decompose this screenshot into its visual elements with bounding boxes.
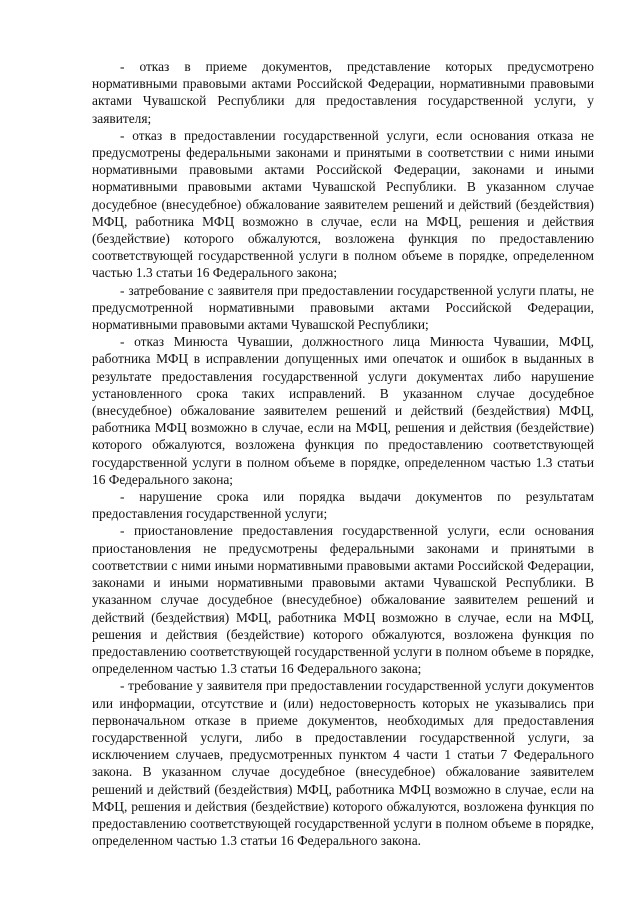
document-page: [92, 58, 594, 849]
paragraph-refusal-providing-service: - отказ в предоставлении государственной услуги, если основания отказа не предусмотрены федеральными законами и принятыми в соответствии с ними иными нормативными правовыми актами Российской Федерации, законами и иными нормативными правовыми актами Чувашской Республики. В указанном случае досудебное (внесудебное) обжалование заявителем решений и действий (бездействия) МФЦ, работника МФЦ возможно в случае, если на МФЦ, решения и действия (бездействие) которого обжалуются, возложена функция по предоставлению соответствующей государственной услуги в полном объеме в порядке, определенном частью 1.3 статьи 16 Федерального закона;: [92, 127, 594, 281]
paragraph-issuance-violation: - нарушение срока или порядка выдачи документов по результатам предоставления государственной услуги;: [92, 489, 594, 522]
paragraph-refusal-accepting-documents: - отказ в приеме документов, представление которых предусмотрено нормативными правовыми актами Российской Федерации, нормативными правовыми актами Чувашской Республики для предоставления государственной услуги, у заявителя;: [92, 59, 594, 126]
paragraph-refusal-correcting-errors: - отказ Минюста Чувашии, должностного лица Минюста Чувашии, МФЦ, работника МФЦ в исправлении допущенных ими опечаток и ошибок в выданных в результате предоставления государственной услуги документах либо нарушение установленного срока таких исправлений. В указанном случае досудебное (внесудебное) обжалование заявителем решений и действий (бездействия) МФЦ, работника МФЦ возможно в случае, если на МФЦ, решения и действия (бездействие) которого обжалуются, возложена функция по предоставлению соответствующей государственной услуги в полном объеме в порядке, определенном частью 1.3 статьи 16 Федерального закона;: [92, 334, 594, 487]
paragraph-demanding-fee: - затребование с заявителя при предоставлении государственной услуги платы, не предусмотренной нормативными правовыми актами Российской Федерации, нормативными правовыми актами Чувашской Республики;: [92, 282, 594, 333]
paragraph-demanding-documents: - требование у заявителя при предоставлении государственной услуги документов или информации, отсутствие и (или) недостоверность которых не указывались при первоначальном отказе в приеме документов, необходимых для предоставления государственной услуги, либо в предоставлении государственной услуги, за исключением случаев, предусмотренных пунктом 4 части 1 статьи 7 Федерального закона. В указанном случае досудебное (внесудебное) обжалование заявителем решений и действий (бездействия) МФЦ, работника МФЦ возможно в случае, если на МФЦ, решения и действия (бездействие) которого обжалуются, возложена функция по предоставлению соответствующей государственной услуги в полном объеме в порядке, определенном частью 1.3 статьи 16 Федерального закона.: [92, 678, 594, 849]
paragraph-suspension: - приостановление предоставления государственной услуги, если основания приостановления не предусмотрены федеральными законами и принятыми в соответствии с ними иными нормативными правовыми актами Российской Федерации, законами и иными нормативными правовыми актами Чувашской Республики. В указанном случае досудебное (внесудебное) обжалование заявителем решений и действий (бездействия) МФЦ, работника МФЦ возможно в случае, если на МФЦ, решения и действия (бездействие) которого обжалуются, возложена функция по предоставлению соответствующей государственной услуги в полном объеме в порядке, определенном частью 1.3 статьи 16 Федерального закона;: [92, 523, 594, 677]
